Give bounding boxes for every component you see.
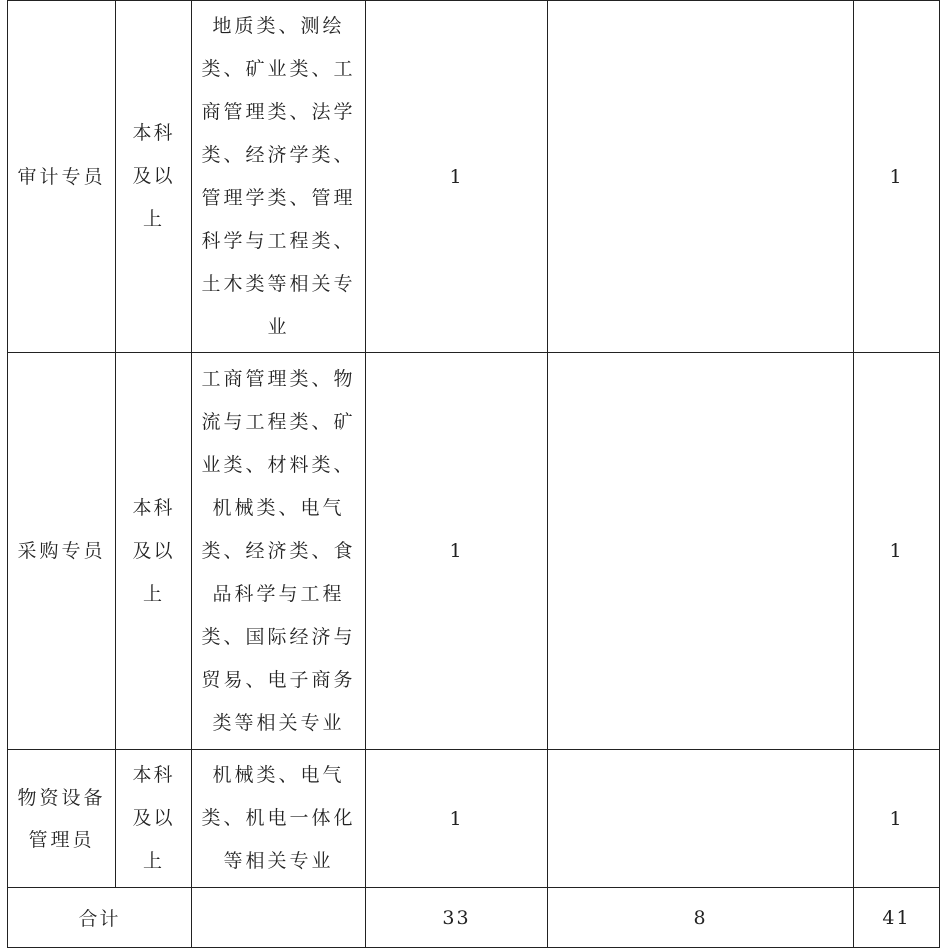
education-line: 上 bbox=[142, 850, 164, 872]
summary-total: 41 bbox=[854, 888, 940, 948]
count-a-cell: 1 bbox=[366, 750, 548, 888]
education-cell bbox=[116, 750, 192, 888]
major-line: 类、国际经济与 bbox=[201, 625, 356, 648]
major-line: 类、矿业类、工 bbox=[201, 57, 356, 80]
summary-count-b: 8 bbox=[548, 888, 854, 948]
major-line: 业 bbox=[267, 315, 290, 338]
major-line: 机械类、电气 bbox=[212, 764, 345, 786]
count-a-cell: 1 bbox=[366, 1, 548, 353]
total-cell: 1 bbox=[854, 353, 940, 750]
position-name-line: 管理员 bbox=[28, 828, 95, 851]
major-line: 流与工程类、矿 bbox=[201, 410, 356, 433]
major-line: 业类、材料类、 bbox=[201, 453, 356, 476]
education-line: 本科 bbox=[132, 764, 175, 786]
summary-empty-cell bbox=[192, 888, 366, 948]
major-line: 管理学类、管理 bbox=[201, 186, 356, 209]
summary-count-a: 33 bbox=[366, 888, 548, 948]
recruitment-table bbox=[7, 0, 940, 948]
education-line: 及以 bbox=[132, 539, 175, 562]
major-line: 科学与工程类、 bbox=[201, 229, 356, 252]
major-line: 品科学与工程 bbox=[212, 582, 345, 605]
total-cell: 1 bbox=[854, 1, 940, 353]
major-cell bbox=[192, 750, 366, 888]
education-line: 上 bbox=[142, 582, 164, 605]
major-line: 等相关专业 bbox=[223, 850, 334, 872]
education-line: 及以 bbox=[132, 165, 175, 187]
count-a-cell: 1 bbox=[366, 353, 548, 750]
major-line: 商管理类、法学 bbox=[201, 100, 356, 123]
table-row-purchasing bbox=[8, 353, 940, 750]
table-row-summary bbox=[8, 888, 940, 948]
count-b-cell bbox=[548, 353, 854, 750]
education-line: 本科 bbox=[132, 496, 175, 519]
major-cell bbox=[192, 1, 366, 353]
position-cell bbox=[8, 750, 116, 888]
count-b-cell bbox=[548, 750, 854, 888]
education-line: 上 bbox=[142, 208, 164, 230]
position-cell bbox=[8, 353, 116, 750]
total-cell: 1 bbox=[854, 750, 940, 888]
major-line: 类等相关专业 bbox=[212, 711, 345, 734]
major-line: 土木类等相关专 bbox=[201, 272, 356, 295]
table-row-audit bbox=[8, 1, 940, 353]
major-line: 贸易、电子商务 bbox=[201, 668, 356, 691]
table-row-materials bbox=[8, 750, 940, 888]
major-line: 地质类、测绘 bbox=[212, 14, 345, 37]
major-cell bbox=[192, 353, 366, 750]
education-cell bbox=[116, 1, 192, 353]
education-line: 及以 bbox=[132, 807, 175, 829]
position-name: 审计专员 bbox=[17, 165, 106, 188]
major-line: 类、经济类、食 bbox=[201, 539, 356, 562]
education-line: 本科 bbox=[132, 122, 175, 144]
major-line: 工商管理类、物 bbox=[201, 367, 356, 390]
summary-label: 合计 bbox=[8, 888, 192, 948]
position-name-line: 物资设备 bbox=[17, 786, 106, 809]
major-line: 类、机电一体化 bbox=[201, 807, 356, 829]
major-line: 类、经济学类、 bbox=[201, 143, 356, 166]
count-b-cell bbox=[548, 1, 854, 353]
major-line: 机械类、电气 bbox=[212, 496, 345, 519]
position-name: 采购专员 bbox=[17, 540, 106, 562]
position-cell bbox=[8, 1, 116, 353]
education-cell bbox=[116, 353, 192, 750]
